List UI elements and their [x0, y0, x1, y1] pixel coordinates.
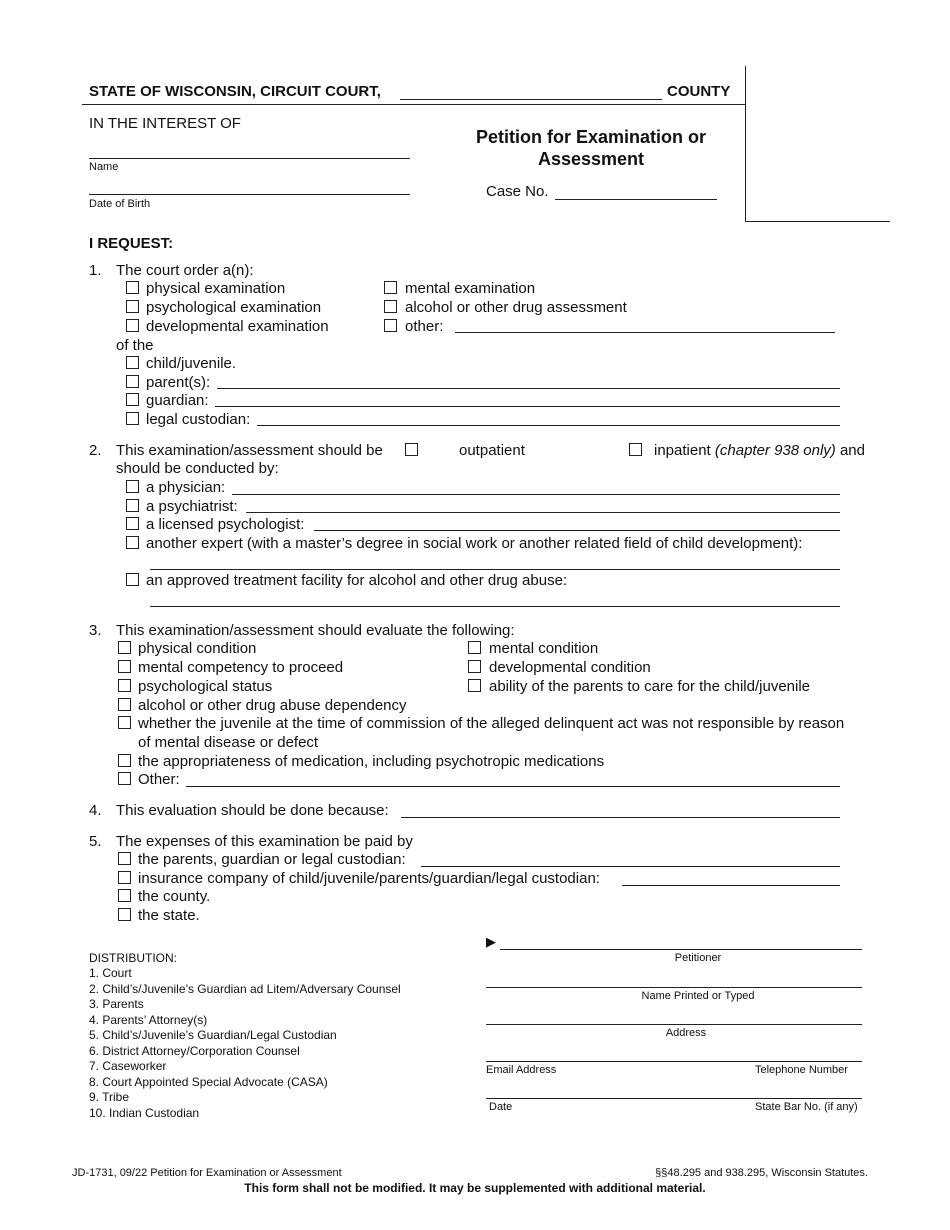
physician-field[interactable] [232, 494, 840, 495]
checkbox-aoda-dependency[interactable] [118, 698, 131, 711]
page-title [440, 126, 742, 170]
another-expert-field[interactable] [150, 569, 840, 570]
checkbox-not-responsible[interactable] [118, 716, 131, 729]
form-id: JD-1731, 09/22 Petition for Examination or Assessment [72, 1167, 342, 1179]
label-physical-condition: physical condition [138, 640, 257, 657]
label-pay-state: the state. [138, 907, 200, 924]
checkbox-parental-ability[interactable] [468, 679, 481, 692]
distribution-item: 6. District Attorney/Corporation Counsel [89, 1043, 300, 1058]
checkbox-medication[interactable] [118, 754, 131, 767]
checkbox-treatment-facility[interactable] [126, 573, 139, 586]
label-guardian: guardian: [146, 392, 209, 409]
label-aoda-dependency: alcohol or other drug abuse dependency [138, 697, 407, 714]
checkbox-other-evaluation[interactable] [118, 772, 131, 785]
label-physical-exam: physical examination [146, 280, 286, 297]
email-phone-field[interactable] [486, 1061, 862, 1062]
petitioner-label: Petitioner [674, 952, 722, 964]
checkbox-pay-parents[interactable] [118, 852, 131, 865]
s1-intro: The court order a(n): [116, 262, 254, 279]
label-aoda-assessment: alcohol or other drug assessment [405, 299, 627, 316]
name-printed-field[interactable] [486, 987, 862, 988]
checkbox-mental-condition[interactable] [468, 641, 481, 654]
checkbox-physical-condition[interactable] [118, 641, 131, 654]
distribution-title: DISTRIBUTION: [89, 951, 178, 965]
checkbox-developmental-condition[interactable] [468, 660, 481, 673]
checkbox-pay-insurance[interactable] [118, 871, 131, 884]
bar-number-label: State Bar No. (if any) [755, 1101, 858, 1113]
signature-arrow-icon: ▶ [486, 934, 496, 949]
label-psychologist: a licensed psychologist: [146, 516, 305, 533]
label-developmental-exam: developmental examination [146, 318, 329, 335]
other-evaluation-field[interactable] [186, 786, 840, 787]
distribution-item: 4. Parents’ Attorney(s) [89, 1012, 208, 1027]
name-label: Name [89, 161, 119, 173]
distribution-item: 7. Caseworker [89, 1059, 167, 1073]
name-field[interactable] [89, 158, 410, 159]
s2-conducted-by: should be conducted by: [116, 460, 279, 477]
of-the-label: of the [116, 337, 154, 354]
checkbox-child-juvenile[interactable] [126, 356, 139, 369]
checkbox-mental-competency[interactable] [118, 660, 131, 673]
header-rule [82, 104, 745, 105]
checkbox-psychologist[interactable] [126, 517, 139, 530]
date-label: Date [489, 1101, 513, 1113]
checkbox-mental-exam[interactable] [384, 281, 397, 294]
s2-intro: This examination/assessment should be [116, 442, 383, 459]
label-psychological-status: psychological status [138, 678, 273, 695]
distribution-item: 9. Tribe [89, 1090, 130, 1104]
checkbox-inpatient[interactable] [629, 443, 642, 456]
label-physician: a physician: [146, 479, 226, 496]
form-notice: This form shall not be modified. It may be supplemented with additional material. [244, 1181, 706, 1195]
label-other-exam: other: [405, 318, 444, 335]
case-no-label: Case No. [486, 183, 549, 200]
label-mental-condition: mental condition [489, 640, 599, 657]
checkbox-outpatient[interactable] [405, 443, 418, 456]
inpatient-text: inpatient [654, 442, 711, 459]
distribution-item: 8. Court Appointed Special Advocate (CASA) [89, 1074, 328, 1089]
label-pay-parents: the parents, guardian or legal custodian: [138, 851, 406, 868]
distribution-item: 10. Indian Custodian [89, 1105, 200, 1120]
email-label: Email Address [486, 1064, 557, 1076]
title-line-1: Petition for Examination or [475, 127, 707, 147]
petitioner-signature-field[interactable] [500, 949, 862, 950]
checkbox-legal-custodian[interactable] [126, 412, 139, 425]
checkbox-pay-county[interactable] [118, 889, 131, 902]
label-parents: parent(s): [146, 374, 211, 391]
s2-number: 2. [89, 442, 102, 459]
label-parental-ability: ability of the parents to care for the child/juvenile [489, 678, 811, 695]
label-other-evaluation: Other: [138, 771, 180, 788]
checkbox-psychiatrist[interactable] [126, 499, 139, 512]
distribution-item: 5. Child’s/Juvenile’s Guardian/Legal Custodian [89, 1028, 337, 1042]
telephone-label: Telephone Number [755, 1064, 848, 1076]
inpatient-and: and [839, 442, 865, 459]
dob-label: Date of Birth [89, 198, 151, 210]
inpatient-note: (chapter 938 only) [714, 442, 836, 459]
checkbox-psychological-exam[interactable] [126, 300, 139, 313]
distribution-item: 2. Child’s/Juvenile’s Guardian ad Litem/Adversary Counsel [89, 981, 401, 996]
label-legal-custodian: legal custodian: [146, 411, 251, 428]
pay-parents-field[interactable] [421, 866, 840, 867]
statutes-reference: §§48.295 and 938.295, Wisconsin Statutes. [655, 1167, 868, 1179]
s3-intro: This examination/assessment should evaluate the following: [116, 622, 515, 639]
label-not-responsible-line2: of mental disease or defect [138, 734, 319, 751]
checkbox-other-exam[interactable] [384, 319, 397, 332]
label-outpatient: outpatient [459, 442, 525, 459]
legal-custodian-field[interactable] [257, 425, 840, 426]
checkbox-pay-state[interactable] [118, 908, 131, 921]
s3-number: 3. [89, 622, 102, 639]
label-child-juvenile: child/juvenile. [146, 355, 237, 372]
checkbox-guardian[interactable] [126, 393, 139, 406]
label-pay-county: the county. [138, 888, 211, 905]
s1-number: 1. [89, 262, 102, 279]
dob-field[interactable] [89, 194, 410, 195]
checkbox-physical-exam[interactable] [126, 281, 139, 294]
distribution-list [89, 966, 401, 1121]
name-printed-label: Name Printed or Typed [641, 990, 755, 1002]
pay-insurance-field[interactable] [622, 885, 840, 886]
label-inpatient [654, 442, 865, 460]
address-field[interactable] [486, 1024, 862, 1025]
label-not-responsible-line1: whether the juvenile at the time of commission of the alleged delinquent act was not responsible by reason [138, 715, 845, 732]
checkbox-aoda-assessment[interactable] [384, 300, 397, 313]
label-psychiatrist: a psychiatrist: [146, 498, 238, 515]
s5-number: 5. [89, 833, 102, 850]
s4-number: 4. [89, 802, 102, 819]
psychiatrist-field[interactable] [246, 512, 840, 513]
checkbox-psychological-status[interactable] [118, 679, 131, 692]
date-bar-field[interactable] [486, 1098, 862, 1099]
s5-intro: The expenses of this examination be paid by [116, 833, 413, 850]
label-treatment-facility: an approved treatment facility for alcohol and other drug abuse: [146, 572, 568, 589]
label-pay-insurance: insurance company of child/juvenile/parents/guardian/legal custodian: [138, 870, 600, 887]
treatment-facility-field[interactable] [150, 606, 840, 607]
label-another-expert: another expert (with a master’s degree in social work or another related field of child development): [146, 535, 803, 552]
psychologist-field[interactable] [314, 530, 840, 531]
distribution-item: 3. Parents [89, 997, 144, 1011]
checkbox-physician[interactable] [126, 480, 139, 493]
county-name-field[interactable] [400, 99, 662, 100]
parents-field[interactable] [217, 388, 840, 389]
court-prefix: STATE OF WISCONSIN, CIRCUIT COURT, [89, 83, 381, 100]
case-no-field[interactable] [555, 199, 717, 200]
label-developmental-condition: developmental condition [489, 659, 651, 676]
title-line-2: Assessment [537, 149, 645, 169]
checkbox-developmental-exam[interactable] [126, 319, 139, 332]
header-divider [745, 66, 746, 221]
s4-text: This evaluation should be done because: [116, 802, 389, 819]
checkbox-parents[interactable] [126, 375, 139, 388]
reason-field[interactable] [401, 817, 840, 818]
label-medication: the appropriateness of medication, including psychotropic medications [138, 753, 605, 770]
i-request-heading: I REQUEST: [89, 235, 174, 252]
label-psychological-exam: psychological examination [146, 299, 322, 316]
guardian-field[interactable] [215, 406, 840, 407]
county-label: COUNTY [667, 83, 731, 100]
address-label: Address [665, 1027, 707, 1039]
distribution-item: 1. Court [89, 966, 132, 980]
label-mental-competency: mental competency to proceed [138, 659, 344, 676]
in-interest-of: IN THE INTEREST OF [89, 115, 241, 132]
checkbox-another-expert[interactable] [126, 536, 139, 549]
label-mental-exam: mental examination [405, 280, 536, 297]
header-rule-right [745, 221, 890, 222]
other-exam-field[interactable] [455, 332, 835, 333]
